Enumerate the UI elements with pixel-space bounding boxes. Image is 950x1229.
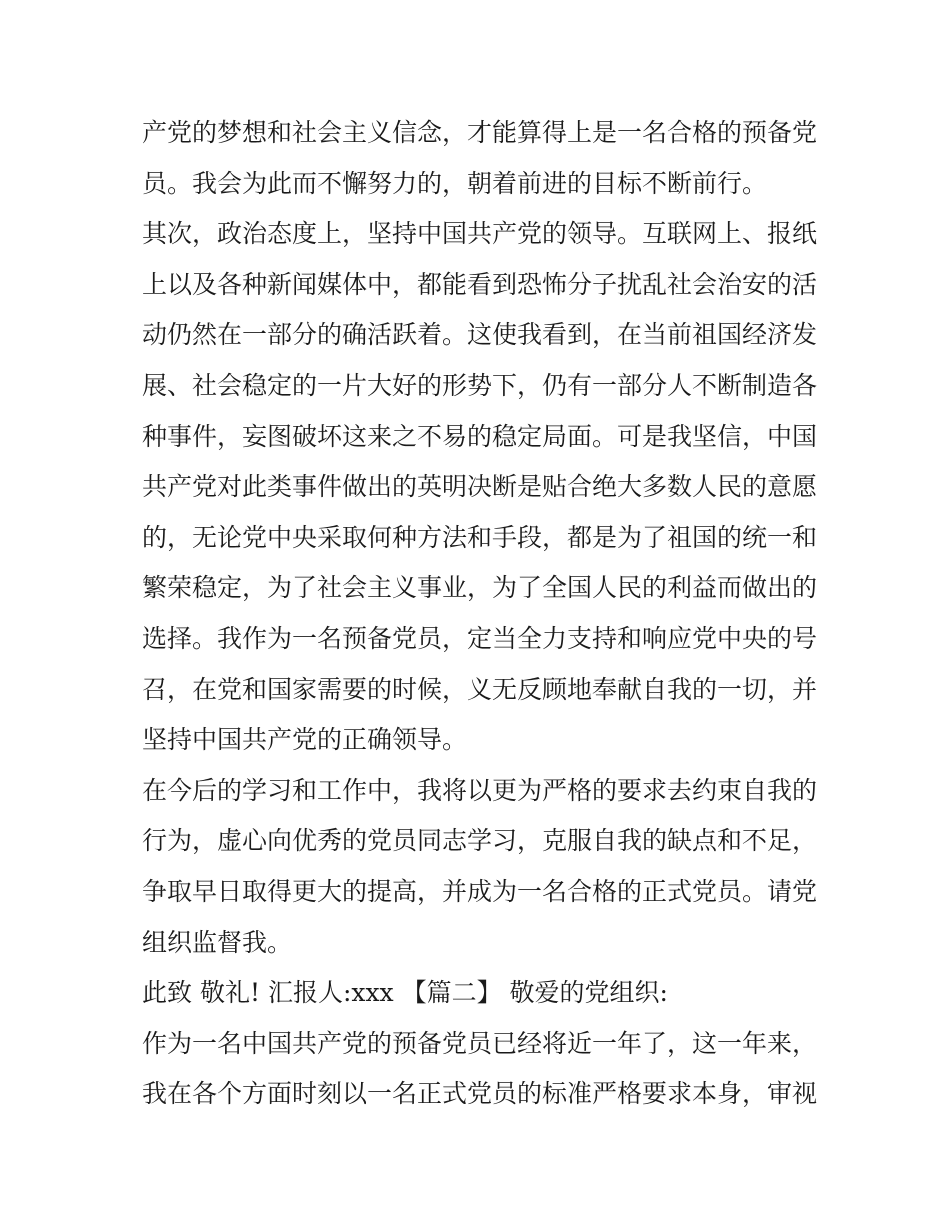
text-line: 员。我会为此而不懈努力的，朝着前进的目标不断前行。 <box>142 168 768 198</box>
text-line: 争取早日取得更大的提高，并成为一名合格的正式党员。请党 <box>142 876 818 906</box>
text-line: 展、社会稳定的一片大好的形势下，仍有一部分人不断制造各 <box>142 370 818 400</box>
text-line: 的，无论党中央采取何种方法和手段，都是为了祖国的统一和 <box>142 522 818 552</box>
text-line: 作为一名中国共产党的预备党员已经将近一年了，这一年来， <box>142 1028 818 1058</box>
text-line: 其次，政治态度上，坚持中国共产党的领导。互联网上、报纸 <box>142 219 818 249</box>
text-line: 种事件，妄图破坏这来之不易的稳定局面。可是我坚信，中国 <box>142 421 818 451</box>
text-line: 召，在党和国家需要的时候，义无反顾地奉献自我的一切，并 <box>142 674 818 704</box>
body-text <box>142 108 822 1120</box>
text-line: 组织监督我。 <box>142 927 293 957</box>
text-line: 我在各个方面时刻以一名正式党员的标准严格要求本身，审视 <box>142 1079 818 1109</box>
text-line: 行为，虚心向优秀的党员同志学习，克服自我的缺点和不足， <box>142 826 818 856</box>
text-line: 选择。我作为一名预备党员，定当全力支持和响应党中央的号 <box>142 623 818 653</box>
text-line: 坚持中国共产党的正确领导。 <box>142 725 468 755</box>
text-line: 共产党对此类事件做出的英明决断是贴合绝大多数人民的意愿 <box>142 472 818 502</box>
text-line: 动仍然在一部分的确活跃着。这使我看到，在当前祖国经济发 <box>142 320 818 350</box>
text-line: 此致 敬礼! 汇报人:xxx 【篇二】 敬爱的党组织: <box>142 978 668 1008</box>
text-line: 上以及各种新闻媒体中，都能看到恐怖分子扰乱社会治安的活 <box>142 269 818 299</box>
text-line: 产党的梦想和社会主义信念，才能算得上是一名合格的预备党 <box>142 118 818 147</box>
text-line: 在今后的学习和工作中，我将以更为严格的要求去约束自我的 <box>142 775 818 805</box>
text-line: 繁荣稳定，为了社会主义事业，为了全国人民的利益而做出的 <box>142 573 818 603</box>
